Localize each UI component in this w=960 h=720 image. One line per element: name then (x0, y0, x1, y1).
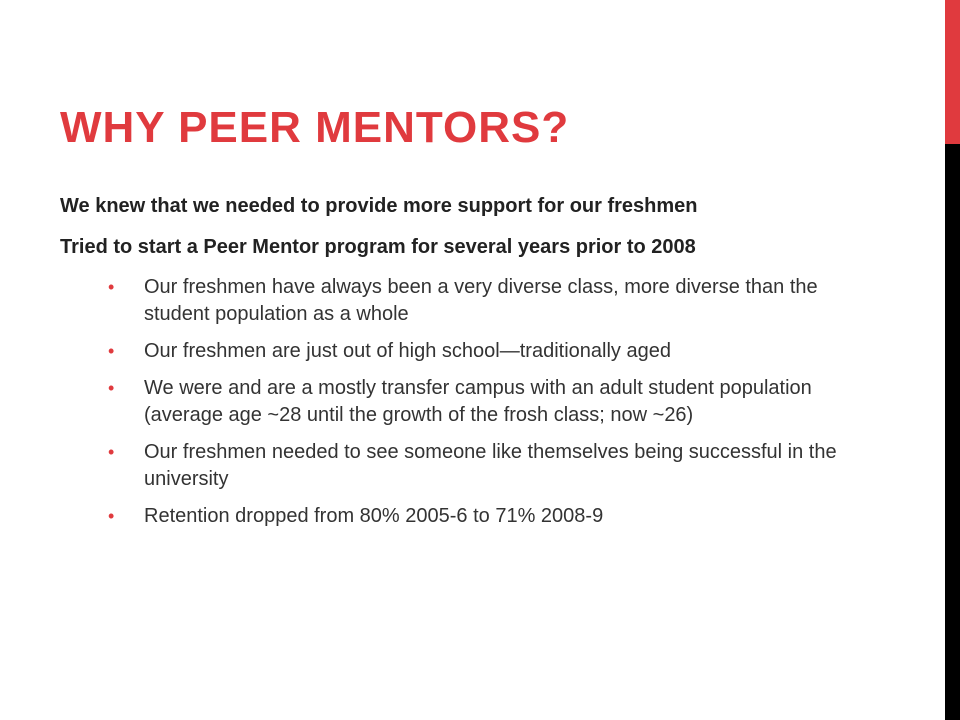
bullet-item (108, 274, 860, 328)
lead-point: Tried to start a Peer Mentor program for several years prior to 2008 (60, 236, 696, 258)
bullet-dot-icon: • (108, 506, 115, 526)
lead-point: We knew that we needed to provide more support for our freshmen (60, 195, 698, 217)
bullet-item (108, 338, 860, 365)
accent-bar-black (945, 144, 960, 720)
bullet-dot-icon: • (108, 341, 115, 361)
bullet-text: Our freshmen needed to see someone like themselves being successful in the university (144, 441, 837, 490)
slide-title: WHY PEER MENTORS? (60, 103, 570, 152)
bullet-dot-icon: • (108, 378, 115, 398)
bullet-item (108, 439, 860, 493)
bullet-text: Our freshmen are just out of high school—traditionally aged (144, 340, 671, 362)
bullet-text: We were and are a mostly transfer campus with an adult student population (average age ~28 until the growth of the frosh class; now ~26) (144, 377, 812, 426)
bullet-item (108, 503, 860, 530)
bullet-item (108, 375, 860, 429)
bullet-text: Our freshmen have always been a very diverse class, more diverse than the student population as a whole (144, 276, 818, 325)
bullet-dot-icon: • (108, 442, 115, 462)
bullet-text: Retention dropped from 80% 2005-6 to 71% 2008-9 (144, 505, 604, 527)
slide-body (60, 192, 860, 540)
bullet-dot-icon: • (108, 277, 115, 297)
accent-bar-red (945, 0, 960, 144)
bullet-list (60, 274, 860, 530)
